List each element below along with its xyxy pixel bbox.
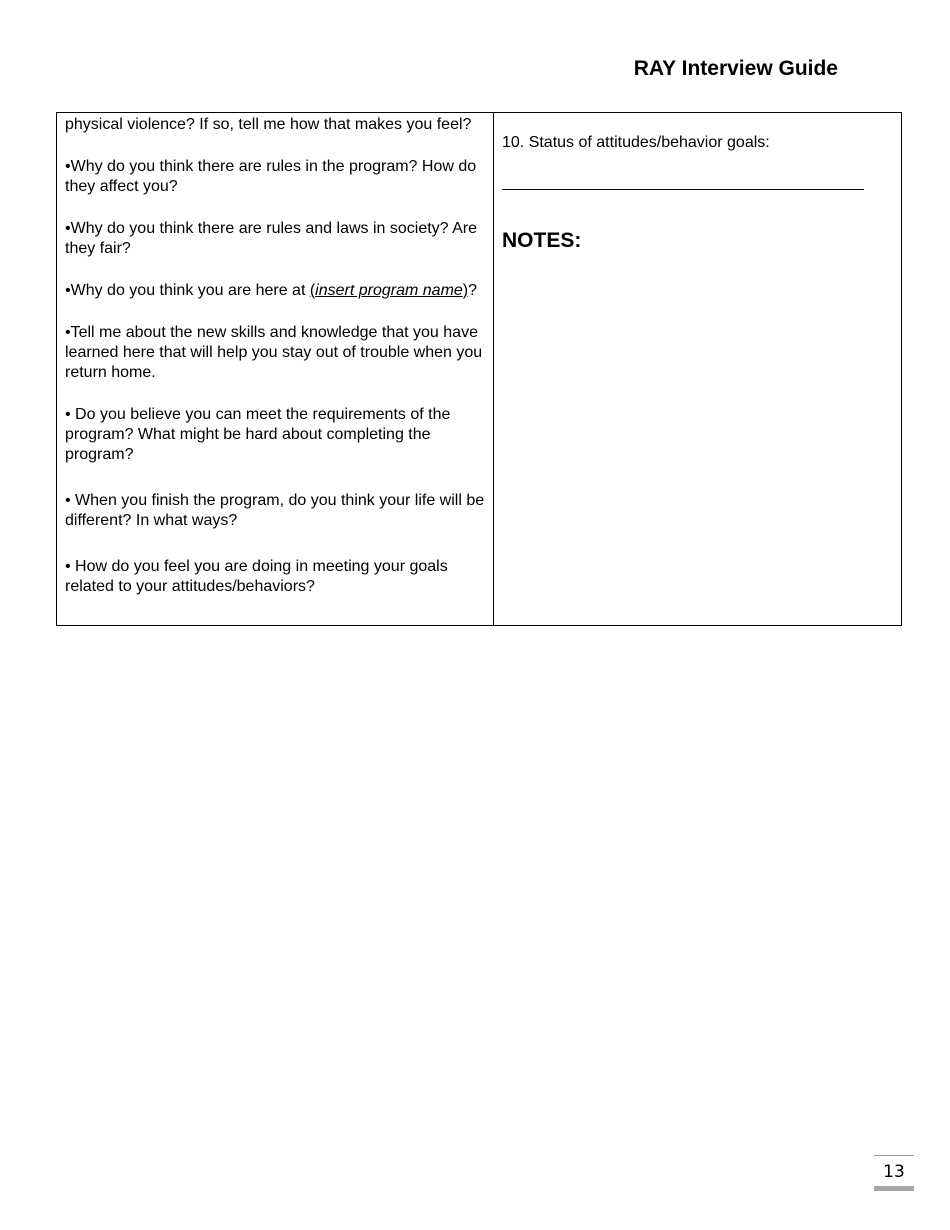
question-new-skills: •Tell me about the new skills and knowledge that you have learned here that will help you stay out of trouble when you return home. xyxy=(65,324,483,381)
notes-column xyxy=(494,113,902,626)
question-mark: ? xyxy=(468,282,478,299)
page-number-box xyxy=(874,1155,914,1191)
question-life-different: • When you finish the program, do you think your life will be different? In what ways? xyxy=(65,492,485,529)
notes-heading: NOTES: xyxy=(502,229,582,252)
question-requirements: • Do you believe you can meet the requirements of the program? What might be hard about completing the program? xyxy=(65,406,451,463)
question-why-here xyxy=(65,281,485,301)
question-goals-progress: • How do you feel you are doing in meeting your goals related to your attitudes/behaviors? xyxy=(65,558,448,595)
question-continuation: physical violence? If so, tell me how that makes you feel? xyxy=(65,116,472,133)
status-goals-label: 10. Status of attitudes/behavior goals: xyxy=(502,134,770,151)
questions-column xyxy=(57,113,494,626)
program-name-placeholder: insert program name xyxy=(315,282,463,299)
status-answer-line xyxy=(502,189,864,190)
question-why-here-text: •Why do you think you are here at xyxy=(65,282,310,299)
paren-open: ( xyxy=(309,282,316,299)
question-rules-program: •Why do you think there are rules in the program? How do they affect you? xyxy=(65,158,477,195)
question-rules-society: •Why do you think there are rules and laws in society? Are they fair? xyxy=(65,220,478,257)
page-number-bar xyxy=(874,1186,914,1191)
table-row xyxy=(57,113,902,626)
page-number: 13 xyxy=(883,1162,905,1182)
paren-close: ) xyxy=(462,282,469,299)
interview-table xyxy=(56,112,902,626)
document-title: RAY Interview Guide xyxy=(633,57,838,80)
